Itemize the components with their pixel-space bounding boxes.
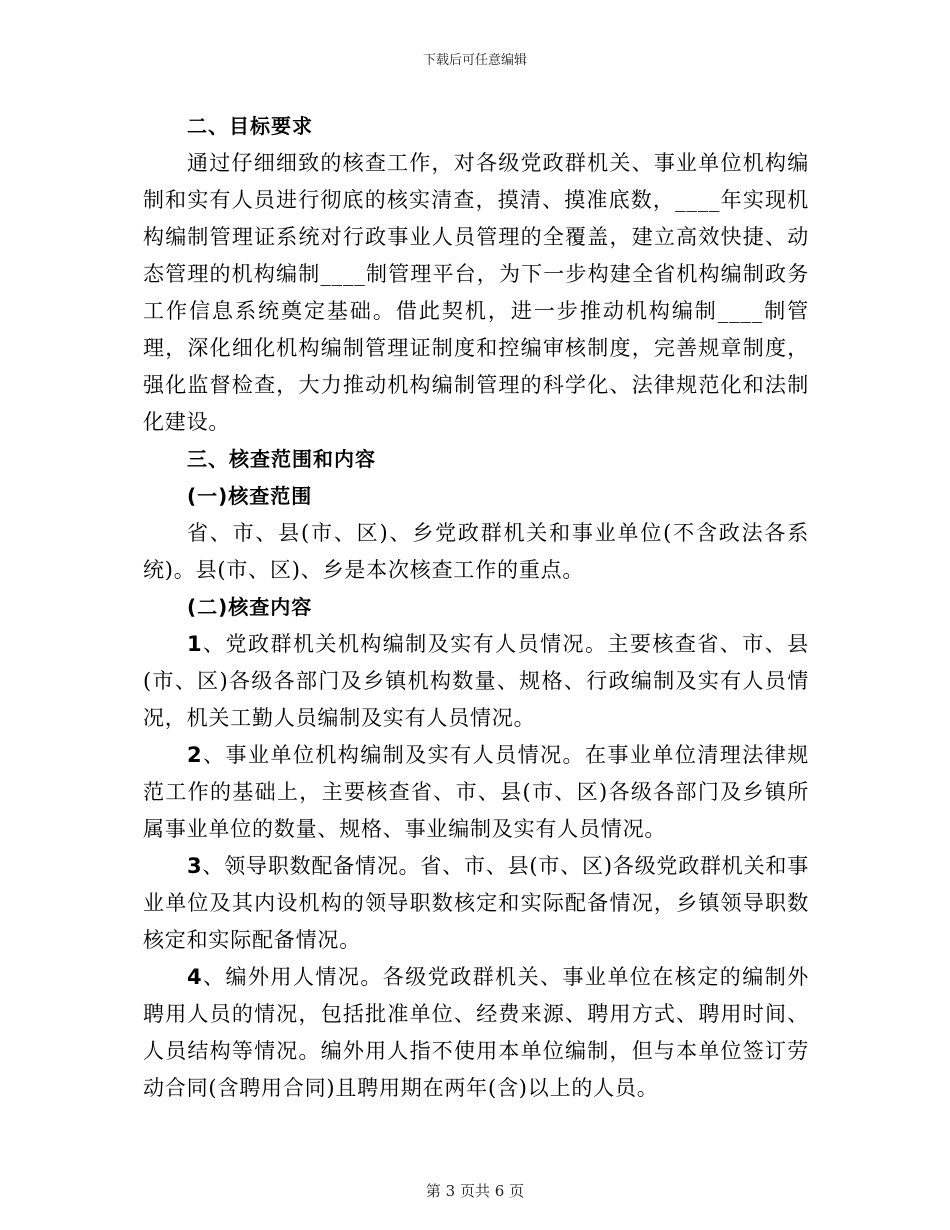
- paragraph-goals: 通过仔细细致的核查工作，对各级党政群机关、事业单位机构编制和实有人员进行彻底的核实清查，摸清、摸准底数，____年实现机构编制管理证系统对行政事业人员管理的全覆盖，建立高效快捷、动态管理的机构编制____制管理平台，为下一步构建全省机构编制政务工作信息系统奠定基础。借此契机，进一步推动机构编制____制管理，深化细化机构编制管理证制度和控编审核制度，完善规章制度，强化监督检查，大力推动机构编制管理的科学化、法律规范化和法制化建设。: [143, 151, 809, 434]
- page-footer: 第 3 页共 6 页: [425, 1182, 525, 1200]
- paragraph-scope: 省、市、县(市、区)、乡党政群机关和事业单位(不含政法各系统)。县(市、区)、乡是本次核查工作的重点。: [143, 521, 809, 582]
- list-item-4: [143, 959, 809, 1107]
- subsection-heading-content: (二)核查内容: [187, 595, 313, 619]
- list-item-number: 4: [187, 965, 203, 989]
- list-item-2: [143, 737, 809, 848]
- list-item-1: [143, 626, 809, 737]
- list-item-number: 3: [187, 854, 203, 878]
- section-heading-goals: 二、目标要求: [187, 114, 313, 138]
- document-body: [143, 108, 809, 1107]
- list-item-number: 1: [187, 632, 203, 656]
- list-item-number: 2: [187, 743, 203, 767]
- list-item-3: [143, 848, 809, 959]
- list-item-text: 、事业单位机构编制及实有人员情况。在事业单位清理法律规范工作的基础上，主要核查省、市、县(市、区)各级各部门及乡镇所属事业单位的数量、规格、事业编制及实有人员情况。: [143, 743, 809, 841]
- list-item-text: 、领导职数配备情况。省、市、县(市、区)各级党政群机关和事业单位及其内设机构的领导职数核定和实际配备情况，乡镇领导职数核定和实际配备情况。: [143, 854, 810, 952]
- list-item-text: 、党政群机关机构编制及实有人员情况。主要核查省、市、县(市、区)各级各部门及乡镇机构数量、规格、行政编制及实有人员情况，机关工勤人员编制及实有人员情况。: [143, 632, 809, 730]
- section-heading-scope-content: 三、核查范围和内容: [187, 447, 376, 471]
- list-item-text: 、编外用人情况。各级党政群机关、事业单位在核定的编制外聘用人员的情况，包括批准单位、经费来源、聘用方式、聘用时间、人员结构等情况。编外用人指不使用本单位编制，但与本单位签订劳动合同(含聘用合同)且聘用期在两年(含)以上的人员。: [143, 965, 809, 1100]
- page-header: 下载后可任意编辑: [422, 53, 527, 68]
- subsection-heading-scope: (一)核查范围: [187, 484, 313, 508]
